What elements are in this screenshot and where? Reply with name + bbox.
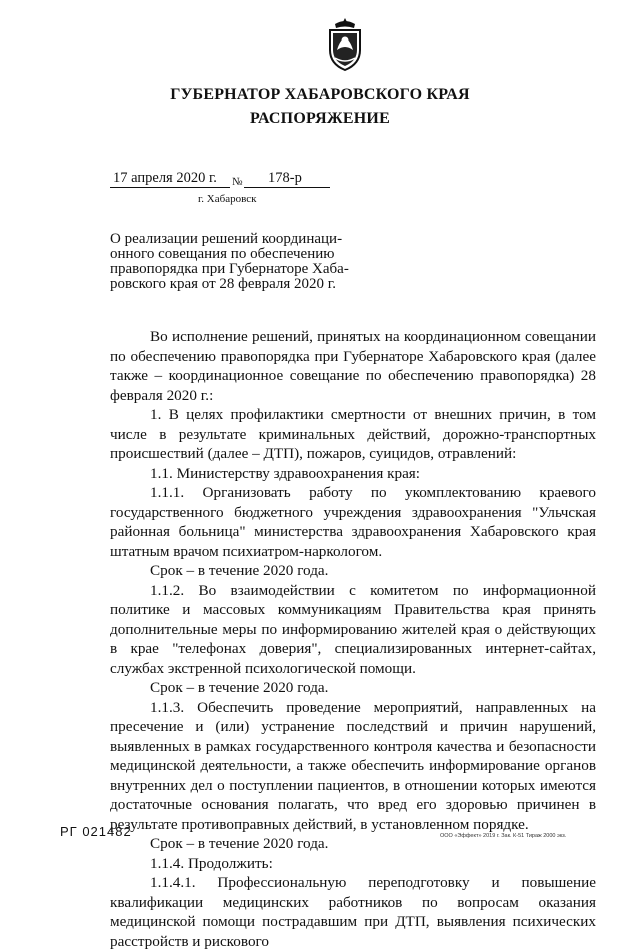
- body-paragraph: 1.1. Министерству здравоохранения края:: [150, 464, 421, 482]
- authority-title: ГУБЕРНАТОР ХАБАРОВСКОГО КРАЯ: [170, 86, 470, 103]
- body-paragraph: 1.1.4. Продолжить:: [150, 854, 273, 872]
- deadline: Срок – в течение 2020 года.: [150, 562, 329, 579]
- body-paragraph: 1.1.2. Во взаимодействии с комитетом по информационной политике и массовых коммуникациям Правительства края принять дополнительные меры по информированию жителей края о действующих в крае "телефонах доверия", специализированных интернет-сайтах, службах экстренной психологической помощи.: [110, 581, 596, 677]
- document-city: г. Хабаровск: [198, 193, 257, 205]
- document-body: [110, 327, 596, 951]
- deadline: Срок – в течение 2020 года.: [150, 679, 329, 696]
- subject-line: ровского края от 28 февраля 2020 г.: [110, 276, 337, 292]
- body-paragraph: Во исполнение решений, принятых на координационном совещании по обеспечению правопорядка при Губернаторе Хабаровского края (далее также – координационное совещание по обеспечению правопорядка) 28 февраля 2020 г.:: [110, 328, 596, 404]
- document-number: 178-р: [268, 170, 302, 186]
- number-underline: [244, 187, 330, 188]
- number-label: №: [232, 176, 243, 188]
- form-code: РГ 021482: [60, 824, 132, 839]
- subject-line: О реализации решений координаци-: [110, 231, 343, 247]
- body-paragraph: 1. В целях профилактики смертности от внешних причин, в том числе в результате криминальных действий, дорожно-транспортных происшествий (далее – ДТП), пожаров, суицидов, отравлений:: [110, 406, 596, 462]
- document-type: РАСПОРЯЖЕНИЕ: [250, 110, 390, 127]
- subject-line: правопорядка при Губернаторе Хаба-: [110, 261, 349, 277]
- document-date: 17 апреля 2020 г.: [113, 170, 217, 186]
- subject-line: онного совещания по обеспечению: [110, 246, 335, 262]
- date-underline: [110, 187, 230, 188]
- body-paragraph: 1.1.1. Организовать работу по укомплектованию краевого государственного бюджетного учреждения здравоохранения "Ульчская районная больница" министерства здравоохранения Хабаровского края штатным врачом психиатром-наркологом.: [110, 484, 596, 560]
- deadline: Срок – в течение 2020 года.: [150, 835, 329, 852]
- coat-of-arms-icon: [325, 16, 365, 72]
- document-subject: [110, 232, 350, 292]
- printer-imprint: ООО «Эффект» 2019 г. Зак. К-51 Тираж 2000 экз.: [440, 833, 567, 839]
- body-paragraph: 1.1.3. Обеспечить проведение мероприятий, направленных на пресечение и (или) устранение последствий и причин нарушений, выявленных в рамках государственного контроля качества и безопасности медицинской деятельности, а также обеспечить информирование органов внутренних дел о поступлении пациентов, в отношении которых имеются достаточные основания полагать, что вред его здоровью причинен в результате противоправных действий, в установленном порядке.: [110, 698, 596, 833]
- body-paragraph: 1.1.4.1. Профессиональную переподготовку и повышение квалификации медицинских работников по вопросам оказания медицинской помощи пострадавшим при ДТП, выявления психических расстройств и рискового: [110, 874, 596, 950]
